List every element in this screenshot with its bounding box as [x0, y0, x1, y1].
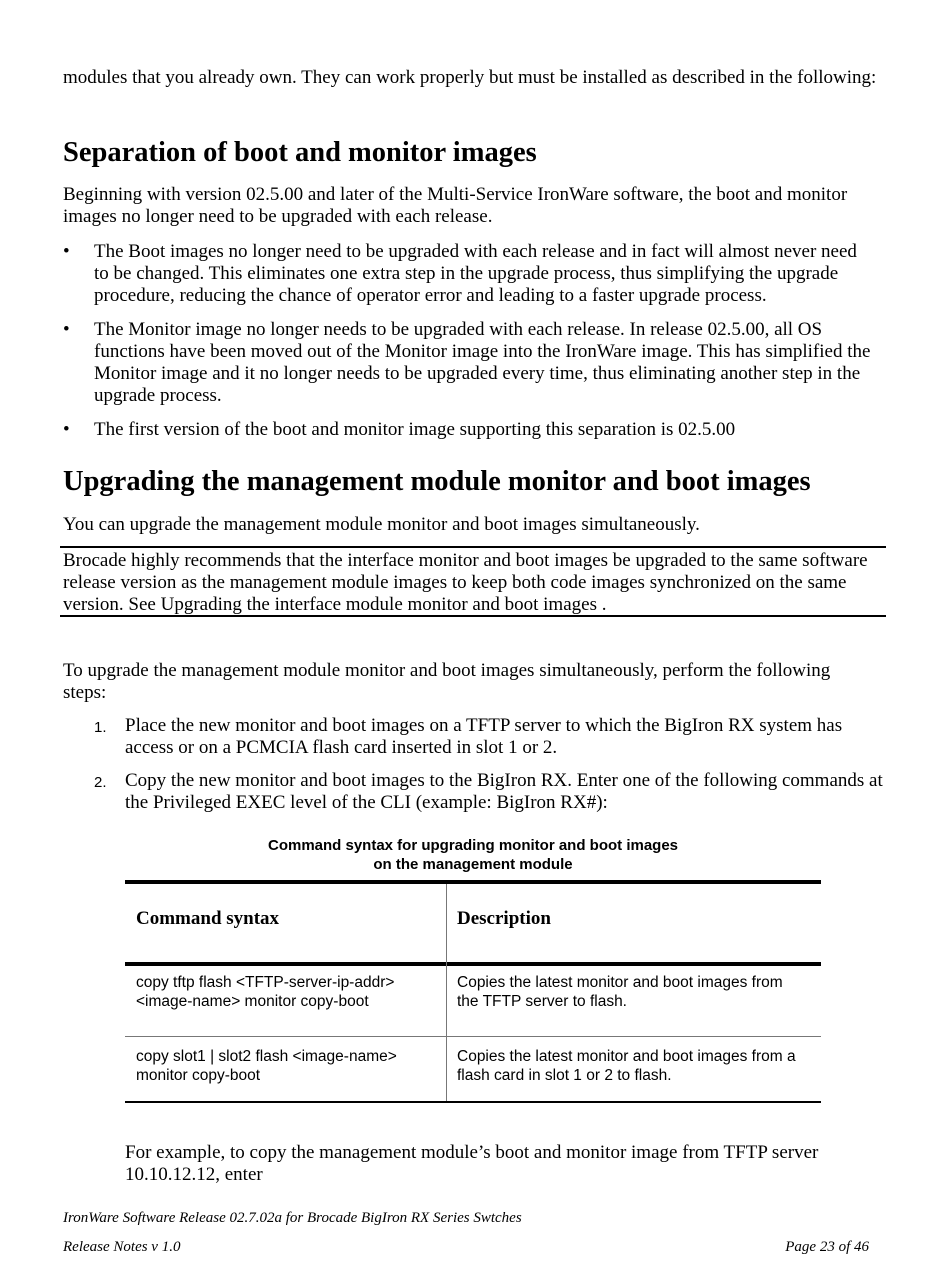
cell-line: monitor copy-boot — [136, 1067, 261, 1084]
table-column-divider — [446, 884, 447, 1101]
cell-line: Copies the latest monitor and boot images from a — [457, 1048, 796, 1065]
bullet-text: The first version of the boot and monitor image supporting this separation is 02.5.00 — [94, 419, 736, 440]
command-table — [125, 880, 821, 1103]
table-row-divider — [125, 1036, 821, 1037]
cell-line: flash card in slot 1 or 2 to flash. — [457, 1067, 672, 1084]
cell-line: the TFTP server to flash. — [457, 993, 627, 1010]
table-cell-description — [457, 973, 783, 1011]
bullet-symbol: • — [63, 319, 70, 340]
intro-paragraph: modules that you already own. They can work properly but must be installed as described in the following: — [63, 67, 877, 88]
note-text: Brocade highly recommends that the interface monitor and boot images be upgraded to the same software release version as the management module images to keep both code images synchronized on the same version. See Upgrading the interface module monitor and boot images . — [63, 550, 868, 615]
upgrading-paragraph: You can upgrade the management module monitor and boot images simultaneously. — [63, 514, 700, 535]
table-cell-description — [457, 1047, 796, 1085]
note-box — [60, 546, 886, 617]
footer-page-number: Page 23 of 46 — [785, 1239, 869, 1255]
section-heading-separation: Separation of boot and monitor images — [63, 137, 537, 168]
table-bottom-rule — [125, 1101, 821, 1103]
footer-title: IronWare Software Release 02.7.02a for Brocade BigIron RX Series Swtches — [63, 1210, 522, 1226]
step-text: Copy the new monitor and boot images to the BigIron RX. Enter one of the following commands at the Privileged EXEC level of the CLI (example: BigIron RX#): — [125, 770, 883, 813]
section-heading-upgrading: Upgrading the management module monitor and boot images — [63, 466, 811, 497]
bullet-symbol: • — [63, 419, 70, 440]
example-paragraph: For example, to copy the management module’s boot and monitor image from TFTP server 10.10.12.12, enter — [125, 1142, 819, 1185]
steps-intro-paragraph: To upgrade the management module monitor and boot images simultaneously, perform the following steps: — [63, 660, 831, 703]
table-header-description: Description — [457, 908, 551, 929]
cell-line: copy slot1 | slot2 flash <image-name> — [136, 1048, 397, 1065]
bullet-symbol: • — [63, 241, 70, 262]
bullet-text: The Boot images no longer need to be upgraded with each release and in fact will almost never need to be changed. This eliminates one extra step in the upgrade process, thus simplifying the upgrade procedure, reducing the chance of operator error and leading to a faster upgrade process. — [94, 241, 857, 306]
cell-line: Copies the latest monitor and boot images from — [457, 974, 783, 991]
cell-line: <image-name> monitor copy-boot — [136, 993, 369, 1010]
cell-line: copy tftp flash <TFTP-server-ip-addr> — [136, 974, 395, 991]
bullet-text: The Monitor image no longer needs to be upgraded with each release. In release 02.5.00, all OS functions have been moved out of the Monitor image into the IronWare image. This has simplified the Monitor image and it no longer needs to be upgraded every time, thus eliminating another step in the upgrade process. — [94, 319, 871, 406]
table-cell-command — [136, 973, 394, 1011]
step-number: 2. — [94, 774, 107, 791]
table-header-command: Command syntax — [136, 908, 280, 929]
table-header-rule — [125, 962, 821, 966]
table-cell-command — [136, 1047, 397, 1085]
footer-version: Release Notes v 1.0 — [63, 1239, 181, 1255]
table-top-rule — [125, 880, 821, 884]
table-caption-line: Command syntax for upgrading monitor and boot images — [267, 837, 679, 854]
separation-paragraph: Beginning with version 02.5.00 and later of the Multi-Service IronWare software, the boot and monitor images no longer need to be upgraded with each release. — [63, 184, 848, 227]
step-text: Place the new monitor and boot images on a TFTP server to which the BigIron RX system has access or on a PCMCIA flash card inserted in slot 1 or 2. — [125, 715, 843, 758]
table-caption — [125, 836, 821, 874]
table-caption-line: on the management module — [373, 856, 573, 873]
step-number: 1. — [94, 719, 107, 736]
